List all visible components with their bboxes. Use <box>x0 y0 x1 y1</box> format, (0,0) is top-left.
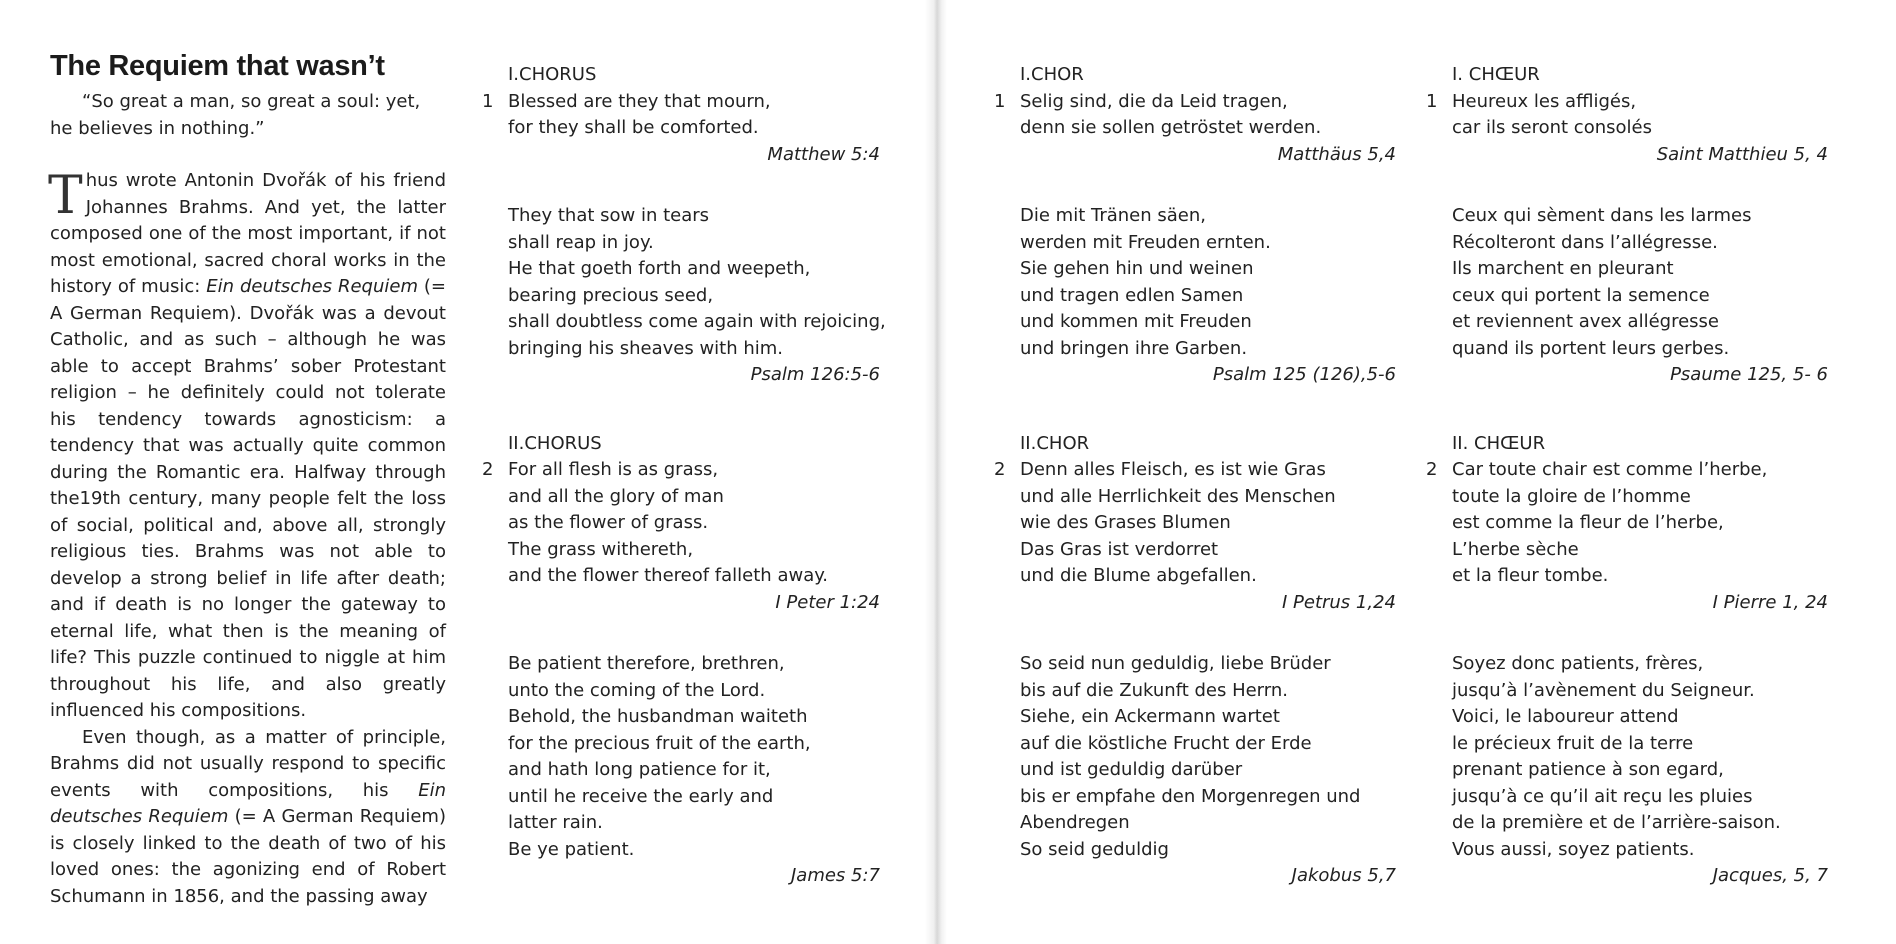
verse-line: toute la gloire de l’homme <box>1452 485 1691 507</box>
movement-2-verse-a <box>994 457 1396 590</box>
verse-line: denn sie sollen getröstet werden. <box>1020 117 1322 138</box>
verse-line: For all flesh is as grass, <box>508 459 719 480</box>
verse-lines <box>1452 203 1828 362</box>
scripture-citation: Psalm 126:5-6 <box>750 364 880 385</box>
verse-line: Be patient therefore, brethren, <box>508 653 785 674</box>
verse-line: et reviennent avex allégresse <box>1452 311 1719 332</box>
movement-number: 2 <box>994 459 1006 480</box>
verse-line: and the flower thereof falleth away. <box>508 565 829 586</box>
verse-line: Voici, le laboureur attend <box>1452 706 1679 727</box>
verse-lines <box>508 89 880 142</box>
essay-title: The Requiem that wasn’t <box>50 50 385 82</box>
movement-1-verse-a <box>994 89 1396 142</box>
essay-paragraph-1-text: hus wrote Antonin Dvořák of his friend Johannes Brahms. And yet, the latter composed one of the most important, if not most emotional, sacred choral works in the history of music: <box>50 170 446 297</box>
verse-line: Blessed are they that mourn, <box>508 90 771 112</box>
scripture-citation: Matthew 5:4 <box>767 143 880 165</box>
drop-cap: T <box>48 166 83 226</box>
verse-line: The grass withereth, <box>508 538 694 560</box>
verse-line: latter rain. <box>508 812 603 833</box>
verse-line: und alle Herrlichkeit des Menschen <box>1020 485 1336 507</box>
movement-number: 1 <box>1426 90 1438 112</box>
verse-line: Heureux les affligés, <box>1452 90 1637 112</box>
movement-number: 2 <box>482 459 494 480</box>
verse-line: Siehe, ein Ackermann wartet <box>1020 706 1280 727</box>
movement-number: 1 <box>482 90 494 112</box>
verse-lines <box>508 457 880 590</box>
movement-2-verse-b <box>1426 651 1828 863</box>
verse-line: ceux qui portent la semence <box>1452 284 1710 306</box>
english-text-column <box>482 62 886 890</box>
movement-2-verse-a <box>482 457 880 590</box>
verse-lines <box>508 203 886 362</box>
verse-line: Soyez donc patients, frères, <box>1452 653 1704 674</box>
verse-line: und tragen edlen Samen <box>1020 284 1244 306</box>
verse-line: prenant patience à son egard, <box>1452 759 1724 780</box>
movement-2-heading: II.CHOR <box>1020 432 1090 454</box>
verse-line: for they shall be comforted. <box>508 117 759 138</box>
page-gutter <box>925 0 947 944</box>
essay-column <box>50 50 446 910</box>
verse-line: und kommen mit Freuden <box>1020 311 1252 332</box>
essay-paragraph-1 <box>50 168 446 725</box>
movement-1-verse-b <box>994 203 1396 362</box>
verse-line: werden mit Freuden ernten. <box>1020 231 1271 253</box>
scripture-citation: I Peter 1:24 <box>775 591 880 613</box>
german-text-column <box>994 62 1396 890</box>
verse-line: und die Blume abgefallen. <box>1020 565 1257 586</box>
verse-lines <box>1020 89 1396 142</box>
verse-line: bearing precious seed, <box>508 284 714 306</box>
verse-line: bis er empfahe den Morgenregen und <box>1020 785 1361 807</box>
verse-line: jusqu’à l’avènement du Seigneur. <box>1452 679 1755 701</box>
movement-1-verse-a <box>1426 89 1828 142</box>
movement-number: 1 <box>994 90 1006 112</box>
movement-1-verse-a <box>482 89 880 142</box>
verse-line: shall reap in joy. <box>508 231 654 253</box>
scripture-citation: Matthäus 5,4 <box>1277 143 1396 165</box>
verse-line: Das Gras ist verdorret <box>1020 538 1219 560</box>
verse-line: for the precious fruit of the earth, <box>508 732 811 754</box>
movement-2-verse-b <box>482 651 880 863</box>
verse-line: und bringen ihre Garben. <box>1020 337 1248 359</box>
verse-line: Ils marchent en pleurant <box>1452 258 1674 279</box>
verse-line: unto the coming of the Lord. <box>508 679 766 701</box>
verse-lines <box>1020 457 1396 590</box>
essay-paragraph-1-cont: (= A German Requiem). Dvořák was a devout Catholic, and as such – although he was able to accept Brahms’ sober Protestant religion – he definitely could not tolerate his tendency towards agnosticism: a tendency that was actually quite common during the Romantic era. Halfway through the19th century, many people felt the loss of social, political and, above all, strongly religious ties. Brahms was not able to develop a strong belief in life after death; and if death is no longer the gateway to eternal life, what then is the meaning of life? This puzzle continued to niggle at him throughout his life, and also greatly influenced his compositions. <box>50 276 446 721</box>
verse-line: bis auf die Zukunft des Herrn. <box>1020 679 1288 701</box>
verse-line: Car toute chair est comme l’herbe, <box>1452 459 1768 480</box>
verse-line: Sie gehen hin und weinen <box>1020 258 1254 279</box>
verse-line: est comme la fleur de l’herbe, <box>1452 512 1724 533</box>
scripture-citation: Psalm 125 (126),5-6 <box>1212 364 1396 385</box>
verse-lines <box>1452 651 1828 863</box>
verse-line: bringing his sheaves with him. <box>508 337 784 359</box>
verse-line: le précieux fruit de la terre <box>1452 732 1694 754</box>
verse-line: et la fleur tombe. <box>1452 565 1609 586</box>
verse-line: They that sow in tears <box>508 205 710 226</box>
movement-number: 2 <box>1426 459 1438 480</box>
french-text-column <box>1426 62 1828 890</box>
movement-1-heading: I. CHŒUR <box>1452 64 1540 85</box>
verse-line: L’herbe sèche <box>1452 538 1579 560</box>
movement-2-heading: II. CHŒUR <box>1452 432 1546 454</box>
scripture-citation: I Pierre 1, 24 <box>1712 591 1828 613</box>
verse-line: So seid nun geduldig, liebe Brüder <box>1020 653 1331 674</box>
verse-line: and hath long patience for it, <box>508 759 771 780</box>
movement-1-heading: I.CHORUS <box>508 64 597 85</box>
verse-lines <box>1452 89 1828 142</box>
verse-line: until he receive the early and <box>508 785 774 807</box>
verse-line: as the flower of grass. <box>508 512 709 533</box>
verse-line: quand ils portent leurs gerbes. <box>1452 337 1730 359</box>
work-title: Ein deutsches Requiem <box>206 276 418 297</box>
movement-1-verse-b <box>1426 203 1828 362</box>
movement-2-verse-a <box>1426 457 1828 590</box>
scripture-citation: Saint Matthieu 5, 4 <box>1656 143 1828 165</box>
work-title: Ein deutsches Requiem <box>50 779 446 827</box>
scripture-citation: Psaume 125, 5- 6 <box>1670 364 1828 385</box>
scripture-citation: I Petrus 1,24 <box>1281 591 1396 613</box>
epigraph-text: “So great a man, so great a soul: yet, he believes in nothing.” <box>50 91 421 139</box>
movement-1-verse-b <box>482 203 886 362</box>
movement-2-verse-b <box>994 651 1396 863</box>
verse-line: So seid geduldig <box>1020 838 1169 860</box>
movement-2-heading: II.CHORUS <box>508 432 602 454</box>
verse-line: und ist geduldig darüber <box>1020 759 1243 780</box>
verse-line: Denn alles Fleisch, es ist wie Gras <box>1020 459 1326 480</box>
verse-lines <box>1020 651 1396 863</box>
verse-line: car ils seront consolés <box>1452 117 1652 138</box>
scripture-citation: James 5:7 <box>790 865 880 886</box>
verse-line: Récolteront dans l’allégresse. <box>1452 231 1718 253</box>
verse-line: jusqu’à ce qu’il ait reçu les pluies <box>1452 785 1753 807</box>
verse-line: Abendregen <box>1020 812 1130 833</box>
verse-line: wie des Grases Blumen <box>1020 512 1231 533</box>
scripture-citation: Jakobus 5,7 <box>1291 865 1396 886</box>
essay-paragraph-2-text: Even though, as a matter of principle, Brahms did not usually respond to specific events with compositions, his <box>50 726 446 801</box>
verse-line: Ceux qui sèment dans les larmes <box>1452 205 1752 226</box>
verse-line: Be ye patient. <box>508 838 635 860</box>
verse-line: shall doubtless come again with rejoicing, <box>508 311 886 332</box>
epigraph <box>50 89 446 142</box>
verse-lines <box>1452 457 1828 590</box>
verse-lines <box>508 651 880 863</box>
verse-line: Selig sind, die da Leid tragen, <box>1020 90 1288 112</box>
verse-line: He that goeth forth and weepeth, <box>508 258 811 279</box>
verse-line: Vous aussi, soyez patients. <box>1452 838 1695 860</box>
verse-line: and all the glory of man <box>508 485 724 507</box>
verse-lines <box>1020 203 1396 362</box>
verse-line: de la première et de l’arrière-saison. <box>1452 812 1781 833</box>
essay-paragraph-2-rest: (= A German Requiem) is closely linked to the death of two of his loved ones: the agonizing end of Robert Schumann in 1856, and the passing away <box>50 806 446 907</box>
scripture-citation: Jacques, 5, 7 <box>1712 865 1828 886</box>
verse-line: Die mit Tränen säen, <box>1020 205 1206 226</box>
movement-1-heading: I.CHOR <box>1020 64 1084 85</box>
verse-line: Behold, the husbandman waiteth <box>508 706 808 727</box>
essay-paragraph-2 <box>50 725 446 911</box>
verse-line: auf die köstliche Frucht der Erde <box>1020 732 1312 754</box>
